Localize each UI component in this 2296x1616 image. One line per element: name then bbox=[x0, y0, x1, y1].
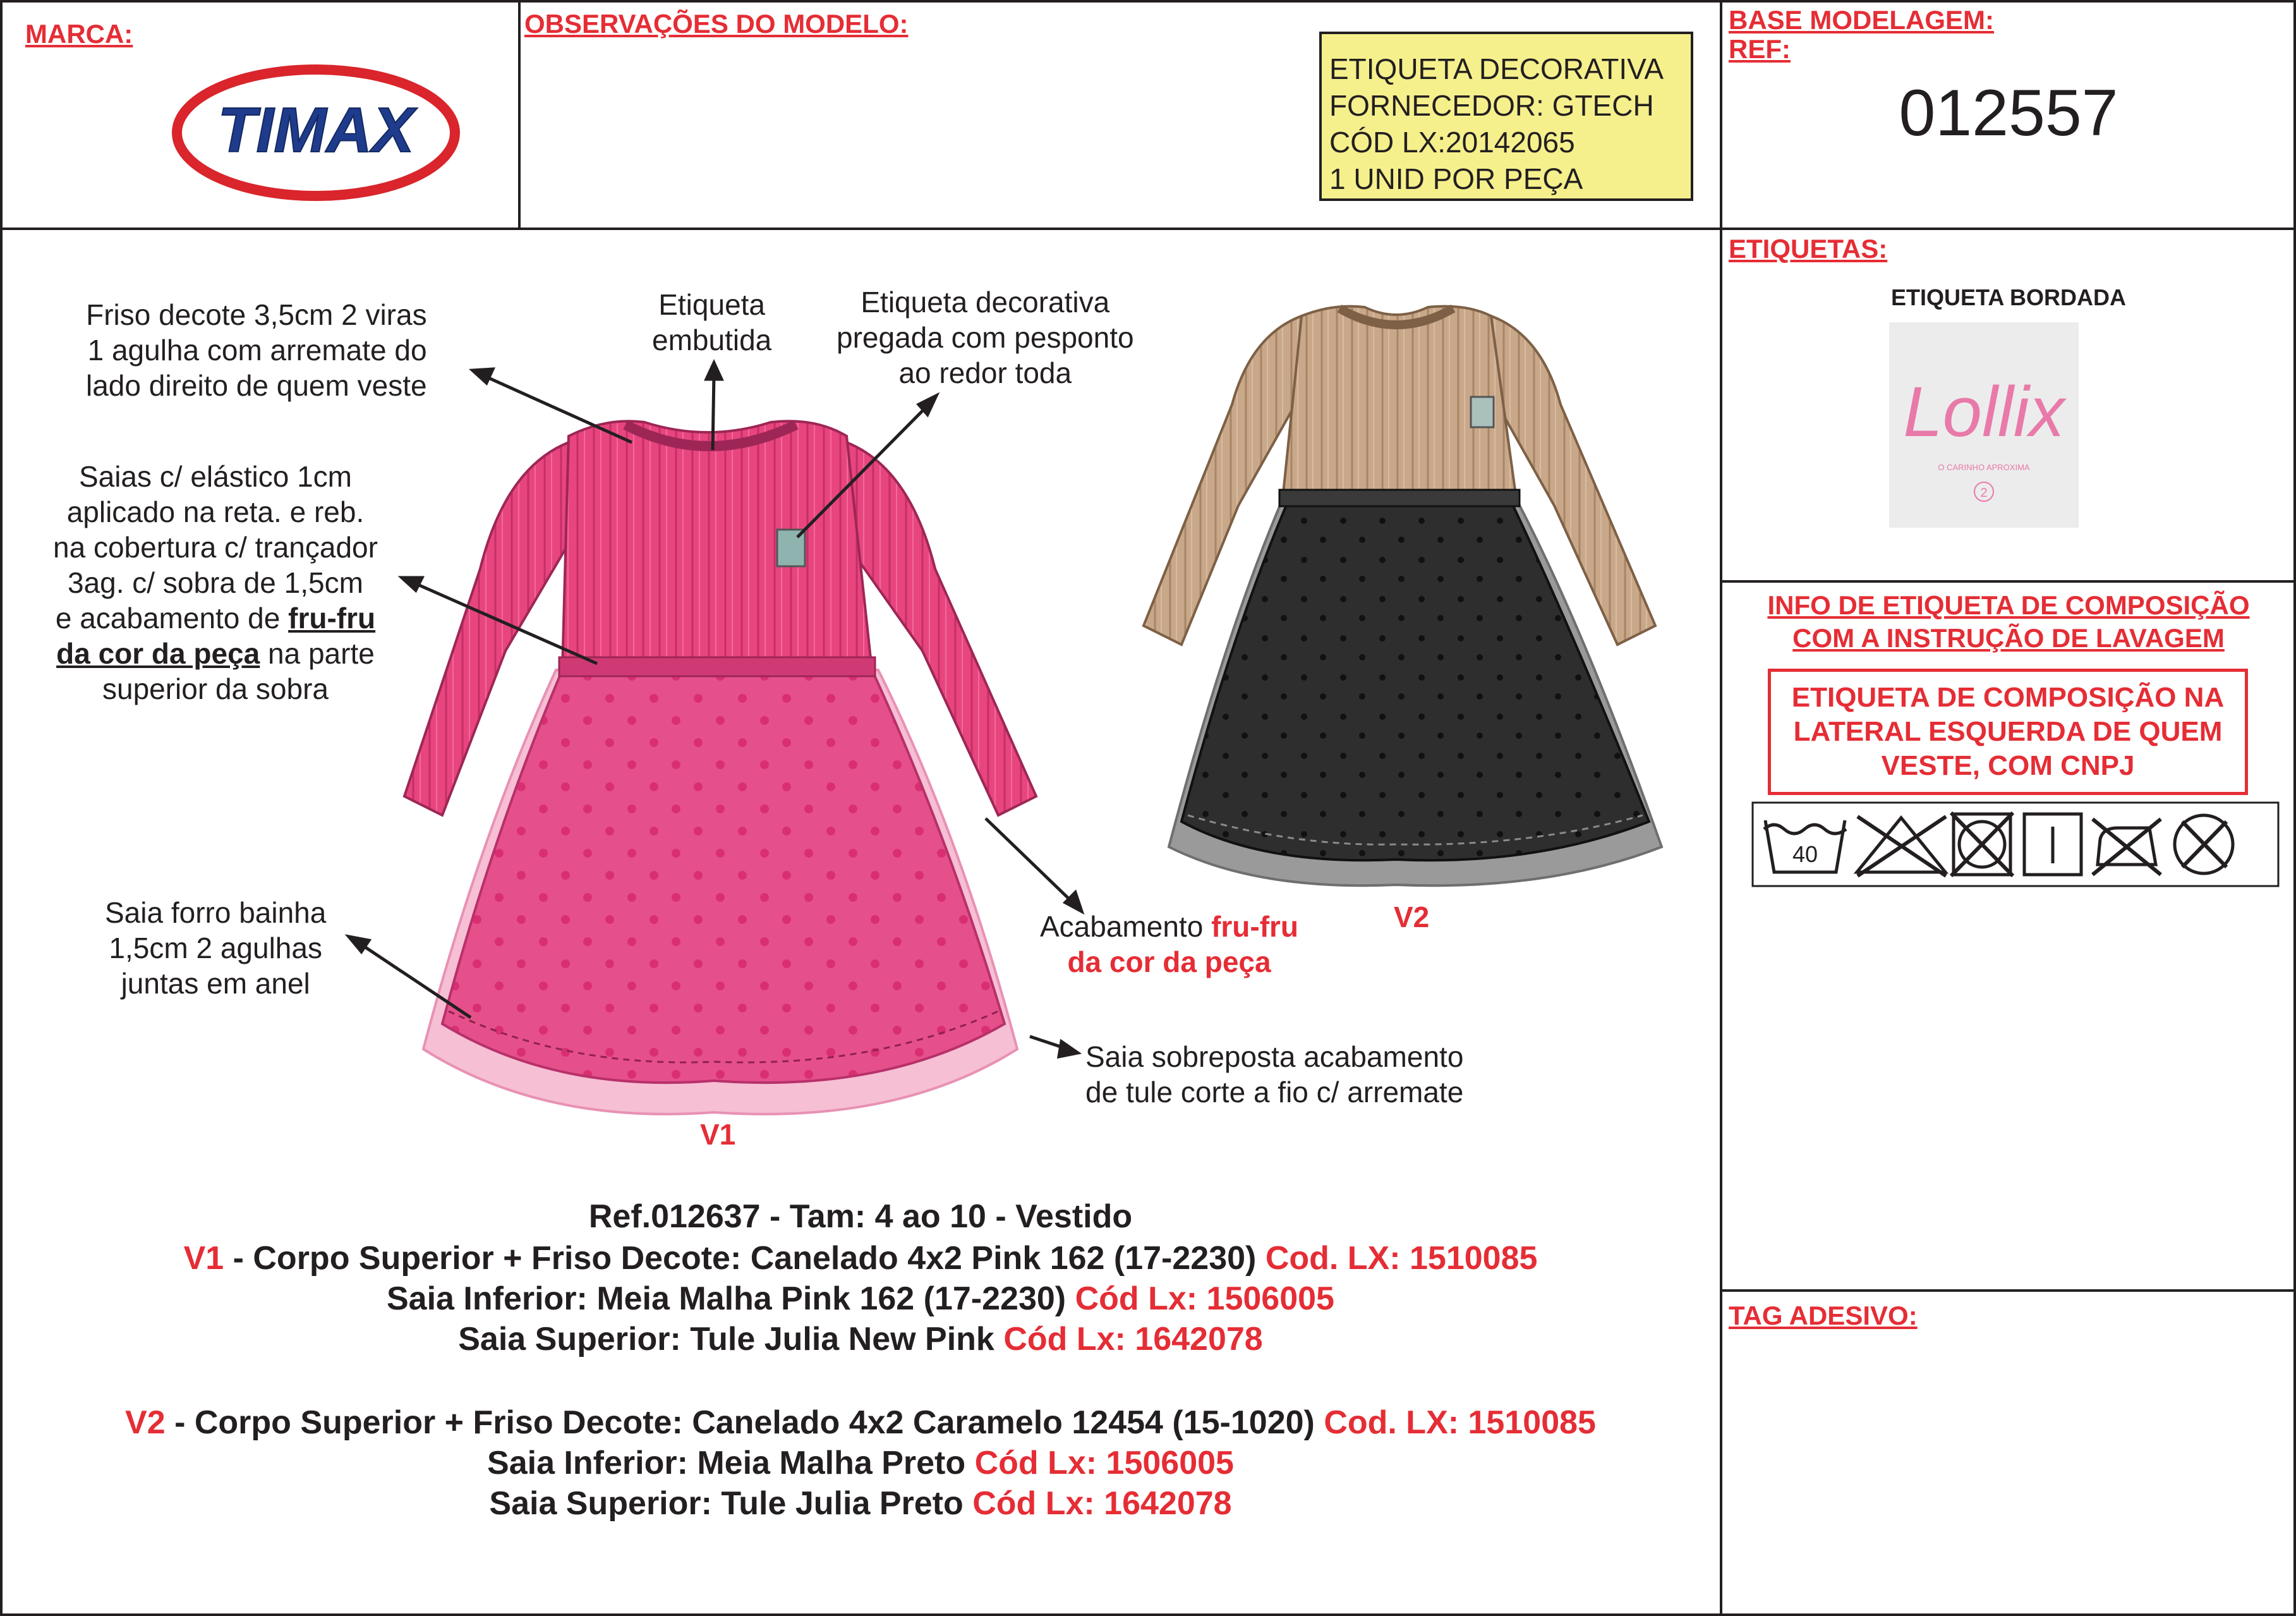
v2-label: V2 bbox=[1394, 901, 1430, 933]
note-line: embutida bbox=[652, 324, 772, 356]
note-line: Saias c/ elástico 1cm bbox=[78, 460, 352, 493]
embroidered-label-caption: ETIQUETA BORDADA bbox=[1891, 284, 2126, 310]
spec-title: Ref.012637 - Tam: 4 ao 10 - Vestido bbox=[588, 1198, 1133, 1235]
note-line: Saia forro bainha bbox=[105, 896, 327, 929]
note-red-text: da cor da peça bbox=[1067, 945, 1271, 978]
note-line: na cobertura c/ trançador bbox=[53, 531, 378, 564]
ref-value: 012557 bbox=[1899, 76, 2118, 150]
brand-label: MARCA: bbox=[25, 19, 133, 49]
spec-code: Cod. LX: 1510085 bbox=[1265, 1240, 1538, 1277]
note-friso-decote bbox=[86, 297, 427, 403]
spec-code: Cód Lx: 1506005 bbox=[1075, 1280, 1334, 1317]
v1-bodice bbox=[562, 421, 872, 670]
dress-v1 bbox=[404, 421, 1036, 1114]
labels-divider bbox=[1721, 580, 2296, 583]
note-line: superior da sobra bbox=[102, 672, 329, 705]
note-line: 1 agulha com arremate do bbox=[87, 334, 427, 367]
note-line bbox=[1040, 909, 1298, 944]
composition-info-title bbox=[1721, 589, 2296, 655]
note-line: Etiqueta decorativa bbox=[861, 286, 1110, 319]
note-line bbox=[53, 636, 378, 671]
note-line bbox=[53, 600, 378, 636]
note-line: pregada com pesponto bbox=[837, 321, 1134, 354]
lollix-tagline: O CARINHO APROXIMA bbox=[1938, 463, 2030, 472]
spec-v2-line3 bbox=[0, 1483, 1721, 1524]
base-modelagem-label: BASE MODELAGEM: bbox=[1729, 5, 1994, 35]
note-line: Etiqueta bbox=[658, 288, 766, 321]
decorative-tag-line: 1 UNID POR PEÇA bbox=[1329, 162, 1583, 195]
spec-text: Saia Inferior: Meia Malha Preto bbox=[487, 1445, 975, 1481]
spec-v1-line2 bbox=[0, 1278, 1721, 1320]
note-saias-elastico bbox=[53, 459, 378, 707]
spec-code: Cod. LX: 1510085 bbox=[1324, 1404, 1596, 1441]
note-bold-text: fru-fru bbox=[288, 602, 376, 635]
lollix-label bbox=[1889, 322, 2079, 528]
no-tumble-dry-icon bbox=[1951, 813, 2013, 876]
spec-v1-line3 bbox=[0, 1318, 1721, 1360]
spec-text: Saia Superior: Tule Julia New Pink bbox=[458, 1321, 1004, 1358]
lollix-logo bbox=[1889, 322, 2079, 528]
v1-main-skirt bbox=[442, 670, 1005, 1083]
note-line: lado direito de quem veste bbox=[86, 369, 427, 402]
note-saia-sobreposta bbox=[1085, 1039, 1463, 1110]
wash-temp-text: 40 bbox=[1792, 841, 1818, 867]
note-line: juntas em anel bbox=[121, 967, 310, 1000]
spec-code: Cód Lx: 1506005 bbox=[974, 1445, 1234, 1481]
composition-info-line: COM A INSTRUÇÃO DE LAVAGEM bbox=[1792, 623, 2225, 653]
note-line: ao redor toda bbox=[898, 356, 1072, 389]
composition-box-line: VESTE, COM CNPJ bbox=[1881, 750, 2135, 781]
timax-logo bbox=[171, 63, 461, 202]
spec-code: Cód Lx: 1642078 bbox=[1003, 1321, 1263, 1358]
note-line: 3ag. c/ sobra de 1,5cm bbox=[68, 566, 363, 599]
decorative-tag-box bbox=[1319, 32, 1693, 201]
note-line: 1,5cm 2 agulhas bbox=[109, 932, 322, 964]
v1-label: V1 bbox=[700, 1118, 736, 1151]
note-line: aplicado na reta. e reb. bbox=[66, 495, 365, 528]
composition-info-line: INFO DE ETIQUETA DE COMPOSIÇÃO bbox=[1767, 590, 2250, 620]
composition-box-line: LATERAL ESQUERDA DE QUEM bbox=[1793, 716, 2223, 747]
v2-decorative-tag bbox=[1471, 397, 1494, 427]
decorative-tag-line: CÓD LX:20142065 bbox=[1329, 126, 1575, 159]
composition-box bbox=[1768, 669, 2248, 795]
spec-v1-line1 bbox=[0, 1237, 1721, 1279]
timax-logo-text: TIMAX bbox=[217, 95, 414, 166]
note-red-text: fru-fru bbox=[1211, 910, 1299, 943]
lollix-number: 2 bbox=[1980, 486, 1988, 500]
spec-version-tag: V1 bbox=[183, 1240, 224, 1277]
decorative-tag-line: ETIQUETA DECORATIVA bbox=[1329, 52, 1664, 85]
note-line: Friso decote 3,5cm 2 viras bbox=[86, 298, 427, 331]
note-etiqueta-embutida bbox=[652, 287, 771, 358]
note-text: na parte bbox=[260, 637, 375, 670]
spec-v2-line2 bbox=[0, 1442, 1721, 1484]
note-etiqueta-decorativa bbox=[837, 284, 1134, 391]
note-text: e acabamento de bbox=[55, 602, 289, 635]
spec-text: - Corpo Superior + Friso Decote: Canelado 4x2 Caramelo 12454 (15-1020) bbox=[165, 1404, 1324, 1441]
spec-version-tag: V2 bbox=[125, 1404, 166, 1441]
spec-text: - Corpo Superior + Friso Decote: Canelado 4x2 Pink 162 (17-2230) bbox=[224, 1240, 1266, 1277]
right-column-divider bbox=[1720, 0, 1722, 1616]
note-saia-forro bbox=[105, 895, 326, 1001]
decorative-tag-line: FORNECEDOR: GTECH bbox=[1329, 89, 1654, 122]
note-text: Acabamento bbox=[1040, 910, 1212, 943]
composition-box-line: ETIQUETA DE COMPOSIÇÃO NA bbox=[1791, 682, 2225, 713]
note-line bbox=[1040, 944, 1298, 980]
spec-text: Saia Inferior: Meia Malha Pink 162 (17-2230) bbox=[387, 1280, 1075, 1317]
care-symbols bbox=[1751, 801, 2280, 887]
labels-title: ETIQUETAS: bbox=[1729, 234, 1888, 264]
ref-label: REF: bbox=[1729, 34, 1791, 64]
spec-code: Cód Lx: 1642078 bbox=[972, 1485, 1232, 1522]
note-acabamento bbox=[1040, 909, 1298, 980]
note-bold-text: da cor da peça bbox=[56, 637, 260, 670]
dress-v2 bbox=[1144, 307, 1662, 886]
tag-adesivo-label: TAG ADESIVO: bbox=[1729, 1301, 1918, 1330]
tag-divider bbox=[1721, 1289, 2296, 1292]
spec-text: Saia Superior: Tule Julia Preto bbox=[489, 1485, 973, 1522]
note-line: Saia sobreposta acabamento bbox=[1085, 1040, 1464, 1073]
note-line: de tule corte a fio c/ arremate bbox=[1085, 1076, 1464, 1109]
model-observations-label: OBSERVAÇÕES DO MODELO: bbox=[524, 9, 909, 39]
brand-divider bbox=[518, 0, 521, 229]
lollix-brand-text: Lollix bbox=[1903, 372, 2065, 451]
spec-v2-line1 bbox=[0, 1402, 1721, 1443]
